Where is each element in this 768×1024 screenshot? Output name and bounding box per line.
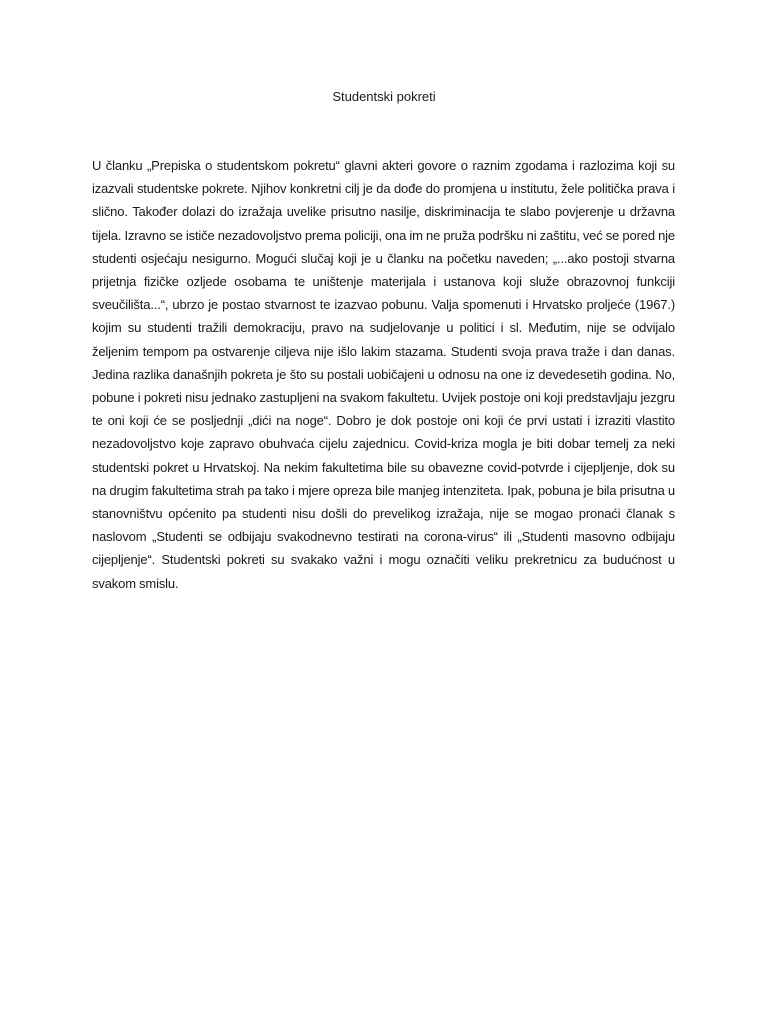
document-title: Studentski pokreti: [332, 89, 436, 104]
document-paragraph: U članku „Prepiska o studentskom pokretu“ glavni akteri govore o raznim zgodama i razlozima koji su izazvali studentske pokrete. Njihov konkretni cilj je da dođe do promjena u institutu, žele politička prava i slično. Također dolazi do izražaja uvelike prisutno nasilje, diskriminacija te slabo povjerenje u državna tijela. Izravno se ističe nezadovoljstvo prema policiji, ona im ne pruža podršku ni zaštitu, već se pored nje studenti osjećaju nesigurno. Mogući slučaj koji je u članku na početku naveden; „...ako postoji stvarna prijetnja fizičke ozljede osobama te uništenje materijala i ustanova koji služe obrazovnoj funkciji sveučilišta...“, ubrzo je postao stvarnost te izazvao pobunu. Valja spomenuti i Hrvatsko proljeće (1967.) kojim su studenti tražili demokraciju, pravo na sudjelovanje u politici i sl. Međutim, nije se odvijalo željenim tempom pa ostvarenje ciljeva nije išlo lakim stazama. Studenti svoja prava traže i dan danas. Jedina razlika današnjih pokreta je što su postali uobičajeni u odnosu na one iz devedesetih godina. No, pobune i pokreti nisu jednako zastupljeni na svakom fakultetu. Uvijek postoje oni koji predstavljaju jezgru te oni koji će se posljednji „dići na noge“. Dobro je dok postoje oni koji će prvi ustati i izraziti vlastito nezadovoljstvo koje zapravo obuhvaća cijelu zajednicu. Covid-kriza mogla je biti dobar temelj za neki studentski pokret u Hrvatskoj. Na nekim fakultetima bile su obavezne covid-potvrde i cijepljenje, dok su na drugim fakultetima strah pa tako i mjere opreza bile manjeg intenziteta. Ipak, pobuna je bila prisutna u stanovništvu općenito pa studenti nisu došli do prevelikog izražaja, nije se mogao pronaći članak s naslovom „Studenti se odbijaju svakodnevno testirati na corona-virus“ ili „Studenti masovno odbijaju cijepljenje“. Studentski pokreti su svakako važni i mogu označiti veliku prekretnicu za budućnost u svakom smislu.: [92, 158, 675, 591]
